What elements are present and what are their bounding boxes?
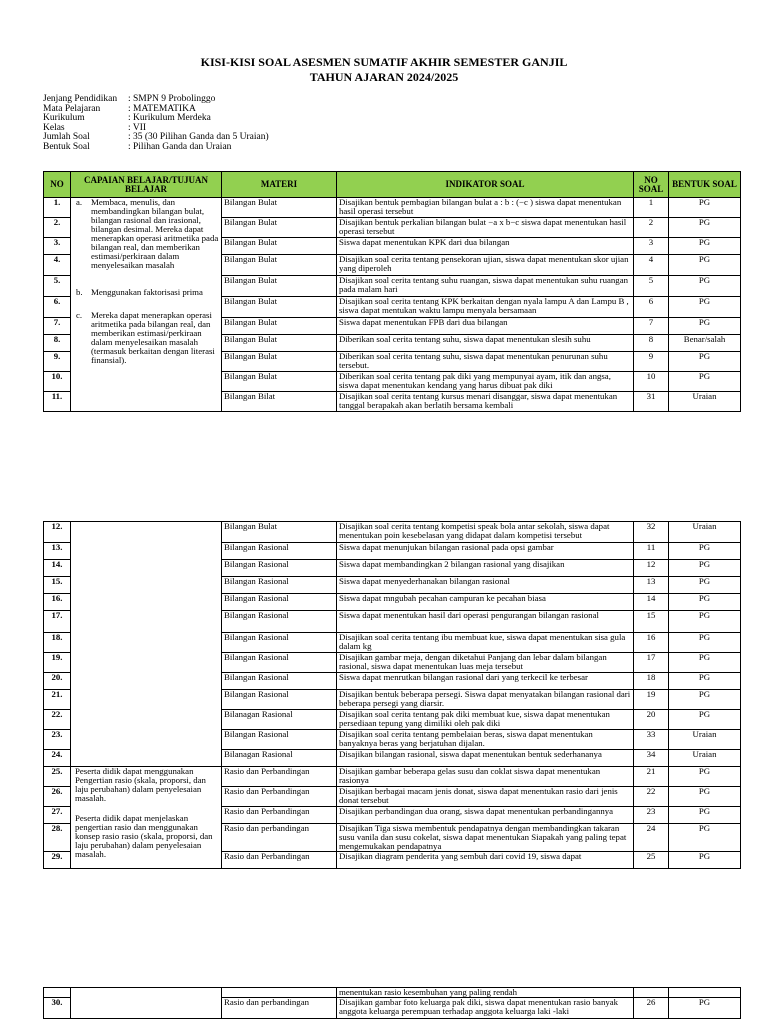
document-title: KISI-KISI SOAL ASESMEN SUMATIF AKHIR SEMESTER GANJIL [200, 55, 568, 69]
row-no-soal: 14 [634, 594, 669, 611]
row-materi [222, 988, 337, 998]
row-indikator: Disajikan gambar beberapa gelas susu dan coklat siswa dapat menentukan rasionya [337, 767, 634, 787]
row-no-soal: 2 [634, 218, 669, 238]
row-materi: Bilangan Rasional [222, 653, 337, 673]
row-no-soal: 15 [634, 611, 669, 633]
row-bentuk-soal: PG [669, 673, 741, 690]
row-no-soal: 33 [634, 730, 669, 750]
row-materi: Rasio dan perbandingan [222, 998, 337, 1019]
row-indikator: Siswa dapat menentukan FPB dari dua bilangan [337, 318, 634, 335]
row-no-soal: 19 [634, 690, 669, 710]
row-bentuk-soal: PG [669, 690, 741, 710]
row-bentuk-soal: PG [669, 998, 741, 1019]
row-materi: Bilangan Bulat [222, 238, 337, 255]
row-materi: Bilangan Rasional [222, 577, 337, 594]
row-number: 14. [44, 560, 71, 577]
table-row [44, 988, 741, 998]
row-bentuk-soal: PG [669, 807, 741, 824]
row-number: 12. [44, 522, 71, 543]
kisi-table-page1 [43, 171, 741, 412]
cp-letter: b. [76, 287, 83, 297]
row-no-soal: 4 [634, 255, 669, 276]
cp-text: Membaca, menulis, dan membandingkan bilangan bulat, bilangan rasional dan irasional, bilangan desimal. Mereka dapat menerapkan operasi aritmetika pada bilangan real, dan memberikan estimasi/perkiraan dalam menyelesaikan masalah [91, 197, 219, 270]
row-bentuk-soal: PG [669, 218, 741, 238]
row-number: 29. [44, 852, 71, 869]
row-materi: Bilangan Bulat [222, 276, 337, 297]
row-number: 20. [44, 673, 71, 690]
capaian-belajar-cell [71, 198, 222, 412]
meta-key: Bentuk Soal [43, 141, 90, 152]
row-bentuk-soal: PG [669, 653, 741, 673]
meta-key: Jenjang Pendidikan [43, 94, 118, 104]
meta-row [43, 114, 269, 124]
row-no-soal: 17 [634, 653, 669, 673]
cp-item [73, 198, 219, 270]
row-materi: Bilangan Bulat [222, 255, 337, 276]
row-no-soal: 5 [634, 276, 669, 297]
row-bentuk-soal: PG [669, 543, 741, 560]
header-no: NO [44, 172, 71, 198]
row-indikator: Disajikan Tiga siswa membentuk pendapatnya dengan membandingkan takaran susu vanila dan susu cokelat, siswa dapat menentukan Siapakah yang paling tepat mengemukakan pendapatnya [337, 824, 634, 852]
row-number: 18. [44, 633, 71, 653]
row-materi: Rasio dan perbandingan [222, 824, 337, 852]
row-bentuk-soal: PG [669, 852, 741, 869]
row-no-soal: 34 [634, 750, 669, 767]
row-bentuk-soal: Benar/salah [669, 335, 741, 352]
row-bentuk-soal: Uraian [669, 522, 741, 543]
row-number: 27. [44, 807, 71, 824]
row-materi: Bilanagan Rasional [222, 750, 337, 767]
row-indikator: Siswa dapat menrutkan bilangan rasional dari yang terkecil ke terbesar [337, 673, 634, 690]
row-indikator: Disajikan gambar meja, dengan diketahui Panjang dan lebar dalam bilangan rasional, siswa dapat menentukan luas meja tersebut [337, 653, 634, 673]
row-indikator: Siswa dapat menentukan hasil dari operasi pengurangan bilangan rasional [337, 611, 634, 633]
table-row [44, 198, 741, 218]
row-no-soal: 22 [634, 787, 669, 807]
row-indikator: Disajikan bilangan rasional, siswa dapat menentukan bentuk sederhananya [337, 750, 634, 767]
row-materi: Rasio dan Perbandingan [222, 787, 337, 807]
row-materi: Bilangan Rasional [222, 543, 337, 560]
row-bentuk-soal [669, 988, 741, 998]
row-materi: Bilangan Rasional [222, 560, 337, 577]
row-number: 8. [44, 335, 71, 352]
row-indikator: Disajikan soal cerita tentang ibu membuat kue, siswa dapat menentukan sisa gula dalam kg [337, 633, 634, 653]
row-number: 15. [44, 577, 71, 594]
header-no-soal: NO SOAL [634, 172, 669, 198]
row-materi: Bilangan Bulat [222, 372, 337, 392]
row-number: 24. [44, 750, 71, 767]
row-materi: Bilangan Bulat [222, 297, 337, 318]
row-number: 7. [44, 318, 71, 335]
row-indikator: Disajikan bentuk beberapa persegi. Siswa dapat menyatakan bilangan rasional dari beberapa persegi yang diarsir. [337, 690, 634, 710]
row-indikator: Disajikan soal cerita tentang suhu ruangan, siswa dapat menentukan suhu ruangan pada malam hari [337, 276, 634, 297]
row-number: 19. [44, 653, 71, 673]
row-number: 26. [44, 787, 71, 807]
row-materi: Bilangan Bulat [222, 218, 337, 238]
row-number: 5. [44, 276, 71, 297]
row-indikator: Disajikan gambar foto keluarga pak diki, siswa dapat menentukan rasio banyak anggota keluarga perempuan terhadap anggota keluarga laki -laki [337, 998, 634, 1019]
row-materi: Bilangan Bulat [222, 352, 337, 372]
row-number: 16. [44, 594, 71, 611]
row-bentuk-soal: PG [669, 318, 741, 335]
row-bentuk-soal: PG [669, 352, 741, 372]
meta-value: : Kurikulum Merdeka [128, 113, 211, 124]
row-materi: Bilangan Rasional [222, 633, 337, 653]
row-materi: Bilangan Rasional [222, 594, 337, 611]
row-materi: Bilangan Bulat [222, 318, 337, 335]
row-materi: Rasio dan Perbandingan [222, 852, 337, 869]
capaian-belajar-cell [71, 767, 222, 869]
row-number: 28. [44, 824, 71, 852]
row-indikator: Disajikan perbandingan dua orang, siswa dapat menentukan perbandingannya [337, 807, 634, 824]
row-bentuk-soal: PG [669, 372, 741, 392]
row-bentuk-soal: PG [669, 824, 741, 852]
row-indikator: Disajikan soal cerita tentang pembelaian beras, siswa dapat menentukan banyaknya beras yang berjatuhan dijalan. [337, 730, 634, 750]
row-number: 13. [44, 543, 71, 560]
row-bentuk-soal: PG [669, 238, 741, 255]
row-bentuk-soal: PG [669, 594, 741, 611]
header-cp: CAPAIAN BELAJAR/TUJUAN BELAJAR [71, 172, 222, 198]
cp-item [73, 288, 219, 297]
row-materi: Bilangan Rasional [222, 673, 337, 690]
row-no-soal: 23 [634, 807, 669, 824]
row-no-soal [634, 988, 669, 998]
row-no-soal: 32 [634, 522, 669, 543]
row-no-soal: 25 [634, 852, 669, 869]
header-bentuk: BENTUK SOAL [669, 172, 741, 198]
kisi-table-page3 [43, 987, 741, 1019]
row-no-soal: 21 [634, 767, 669, 787]
row-no-soal: 16 [634, 633, 669, 653]
row-indikator: Siswa dapat membandingkan 2 bilangan rasional yang disajikan [337, 560, 634, 577]
document-meta [43, 95, 269, 153]
row-bentuk-soal: PG [669, 710, 741, 730]
document-subtitle: TAHUN AJARAN 2024/2025 [309, 70, 459, 84]
row-no-soal: 10 [634, 372, 669, 392]
meta-key: Jumlah Soal [43, 132, 90, 143]
meta-value: : VII [128, 122, 147, 133]
row-indikator: Disajikan soal cerita tentang pensekoran ujian, siswa dapat menentukan skor ujian yang diperoleh [337, 255, 634, 276]
row-bentuk-soal: PG [669, 787, 741, 807]
capaian-belajar-empty [71, 988, 222, 1019]
row-indikator: Disajikan soal cerita tentang kompetisi speak bola antar sekolah, siswa dapat menentukan poin kesebelasan yang didapat dalam kompetisi tersebut [337, 522, 634, 543]
capaian-belajar-empty [71, 522, 222, 767]
cp-text: Peserta didik dapat menjelaskan pengertian rasio dan menggunakan konsep rasio rasio (skala, proporsi, dan laju perubahan) dalam penyelesaian masalah. [75, 813, 213, 859]
row-bentuk-soal: PG [669, 560, 741, 577]
row-materi: Bilangan Rasional [222, 730, 337, 750]
row-indikator: Diberikan soal cerita tentang suhu, siswa dapat menentukan penurunan suhu tersebut. [337, 352, 634, 372]
header-indikator: INDIKATOR SOAL [337, 172, 634, 198]
row-bentuk-soal: PG [669, 255, 741, 276]
table-body [44, 988, 741, 1019]
row-number: 2. [44, 218, 71, 238]
row-number: 9. [44, 352, 71, 372]
cp-text: Menggunakan faktorisasi prima [91, 287, 203, 297]
row-bentuk-soal: Uraian [669, 392, 741, 412]
row-materi: Rasio dan Perbandingan [222, 767, 337, 787]
row-no-soal: 9 [634, 352, 669, 372]
meta-row [43, 143, 269, 153]
row-indikator: Disajikan bentuk pembagian bilangan bulat a : b : (−c ) siswa dapat menentukan hasil operasi tersebut [337, 198, 634, 218]
row-no-soal: 20 [634, 710, 669, 730]
row-indikator: menentukan rasio kesembuhan yang paling rendah [337, 988, 634, 998]
row-no-soal: 31 [634, 392, 669, 412]
row-bentuk-soal: PG [669, 297, 741, 318]
row-materi: Rasio dan Perbandingan [222, 807, 337, 824]
row-no-soal: 18 [634, 673, 669, 690]
row-bentuk-soal: PG [669, 198, 741, 218]
row-indikator: Disajikan soal cerita tentang KPK berkaitan dengan nyala lampu A dan Lampu B , siswa dapat mentukan waktu lampu menyala bersamaan [337, 297, 634, 318]
row-no-soal: 6 [634, 297, 669, 318]
row-number: 21. [44, 690, 71, 710]
row-indikator: Siswa dapat menunjukan bilangan rasional pada opsi gambar [337, 543, 634, 560]
row-number: 23. [44, 730, 71, 750]
row-no-soal: 11 [634, 543, 669, 560]
row-number: 1. [44, 198, 71, 218]
row-bentuk-soal: Uraian [669, 750, 741, 767]
cp-item [73, 311, 219, 365]
row-indikator: Disajikan bentuk perkalian bilangan bulat −a x b−c siswa dapat menentukan hasil operasi tersebut [337, 218, 634, 238]
table-row [44, 767, 741, 787]
row-number: 30. [44, 998, 71, 1019]
row-indikator: Siswa dapat mngubah pecahan campuran ke pecahan biasa [337, 594, 634, 611]
row-bentuk-soal: Uraian [669, 730, 741, 750]
row-materi: Bilangan Bulat [222, 335, 337, 352]
row-bentuk-soal: PG [669, 276, 741, 297]
row-number: 22. [44, 710, 71, 730]
cp-text: Peserta didik dapat menggunakan Pengertian rasio (skala, proporsi, dan laju perubahan) dalam penyelesaian masalah. [75, 766, 206, 803]
header-materi: MATERI [222, 172, 337, 198]
row-bentuk-soal: PG [669, 577, 741, 594]
row-no-soal: 8 [634, 335, 669, 352]
row-materi: Bilanagan Rasional [222, 710, 337, 730]
row-materi: Bilangan Bulat [222, 522, 337, 543]
row-indikator: Diberikan soal cerita tentang pak diki yang mempunyai ayam, itik dan angsa, siswa dapat menentukan kendang yang harus dibuat pak diki [337, 372, 634, 392]
row-indikator: Disajikan soal cerita tentang kursus menari disanggar, siswa dapat menentukan tanggal berapakah akan berlatih bersama kembali [337, 392, 634, 412]
table-body [44, 198, 741, 412]
table-row [44, 522, 741, 543]
meta-value: : Pilihan Ganda dan Uraian [128, 141, 232, 152]
row-number: 11. [44, 392, 71, 412]
row-indikator: Disajikan berbagai macam jenis donat, siswa dapat menentukan rasio dari jenis donat tersebut [337, 787, 634, 807]
row-no-soal: 24 [634, 824, 669, 852]
row-number: 25. [44, 767, 71, 787]
meta-value: : 35 (30 Pilihan Ganda dan 5 Uraian) [128, 132, 269, 143]
row-indikator: Diberikan soal cerita tentang suhu, siswa dapat menentukan slesih suhu [337, 335, 634, 352]
row-no-soal: 1 [634, 198, 669, 218]
cp-letter: a. [76, 197, 83, 207]
table-body [44, 522, 741, 869]
meta-key: Kurikulum [43, 113, 85, 124]
row-bentuk-soal: PG [669, 633, 741, 653]
row-number: 3. [44, 238, 71, 255]
row-no-soal: 7 [634, 318, 669, 335]
meta-value: : SMPN 9 Probolinggo [128, 94, 216, 104]
row-indikator: Siswa dapat menentukan KPK dari dua bilangan [337, 238, 634, 255]
row-materi: Bilangan Bulat [222, 198, 337, 218]
row-number: 17. [44, 611, 71, 633]
row-indikator: Disajikan diagram penderita yang sembuh dari covid 19, siswa dapat [337, 852, 634, 869]
meta-key: Kelas [43, 122, 65, 133]
row-number: 4. [44, 255, 71, 276]
row-materi: Bilangan Rasional [222, 690, 337, 710]
row-no-soal: 3 [634, 238, 669, 255]
row-materi: Bilangan Bilat [222, 392, 337, 412]
kisi-table-page2 [43, 521, 741, 869]
row-materi: Bilangan Rasional [222, 611, 337, 633]
meta-value: : MATEMATIKA [128, 103, 196, 114]
row-number: 6. [44, 297, 71, 318]
row-indikator: Siswa dapat menyederhanakan bilangan rasional [337, 577, 634, 594]
row-no-soal: 26 [634, 998, 669, 1019]
cp-letter: c. [76, 310, 83, 320]
row-no-soal: 12 [634, 560, 669, 577]
row-number: 10. [44, 372, 71, 392]
row-no-soal: 13 [634, 577, 669, 594]
cp-text: Mereka dapat menerapkan operasi aritmetika pada bilangan real, dan memberikan estimasi/perkiraan dalam menyelesaikan masalah (termasuk berkaitan dengan literasi finansial). [91, 310, 215, 365]
row-bentuk-soal: PG [669, 611, 741, 633]
row-indikator: Disajikan soal cerita tentang pak diki membuat kue, siswa dapat menentukan persediaan tepung yang dimiliki oleh pak diki [337, 710, 634, 730]
row-number [44, 988, 71, 998]
meta-key: Mata Pelajaran [43, 103, 101, 114]
row-bentuk-soal: PG [669, 767, 741, 787]
